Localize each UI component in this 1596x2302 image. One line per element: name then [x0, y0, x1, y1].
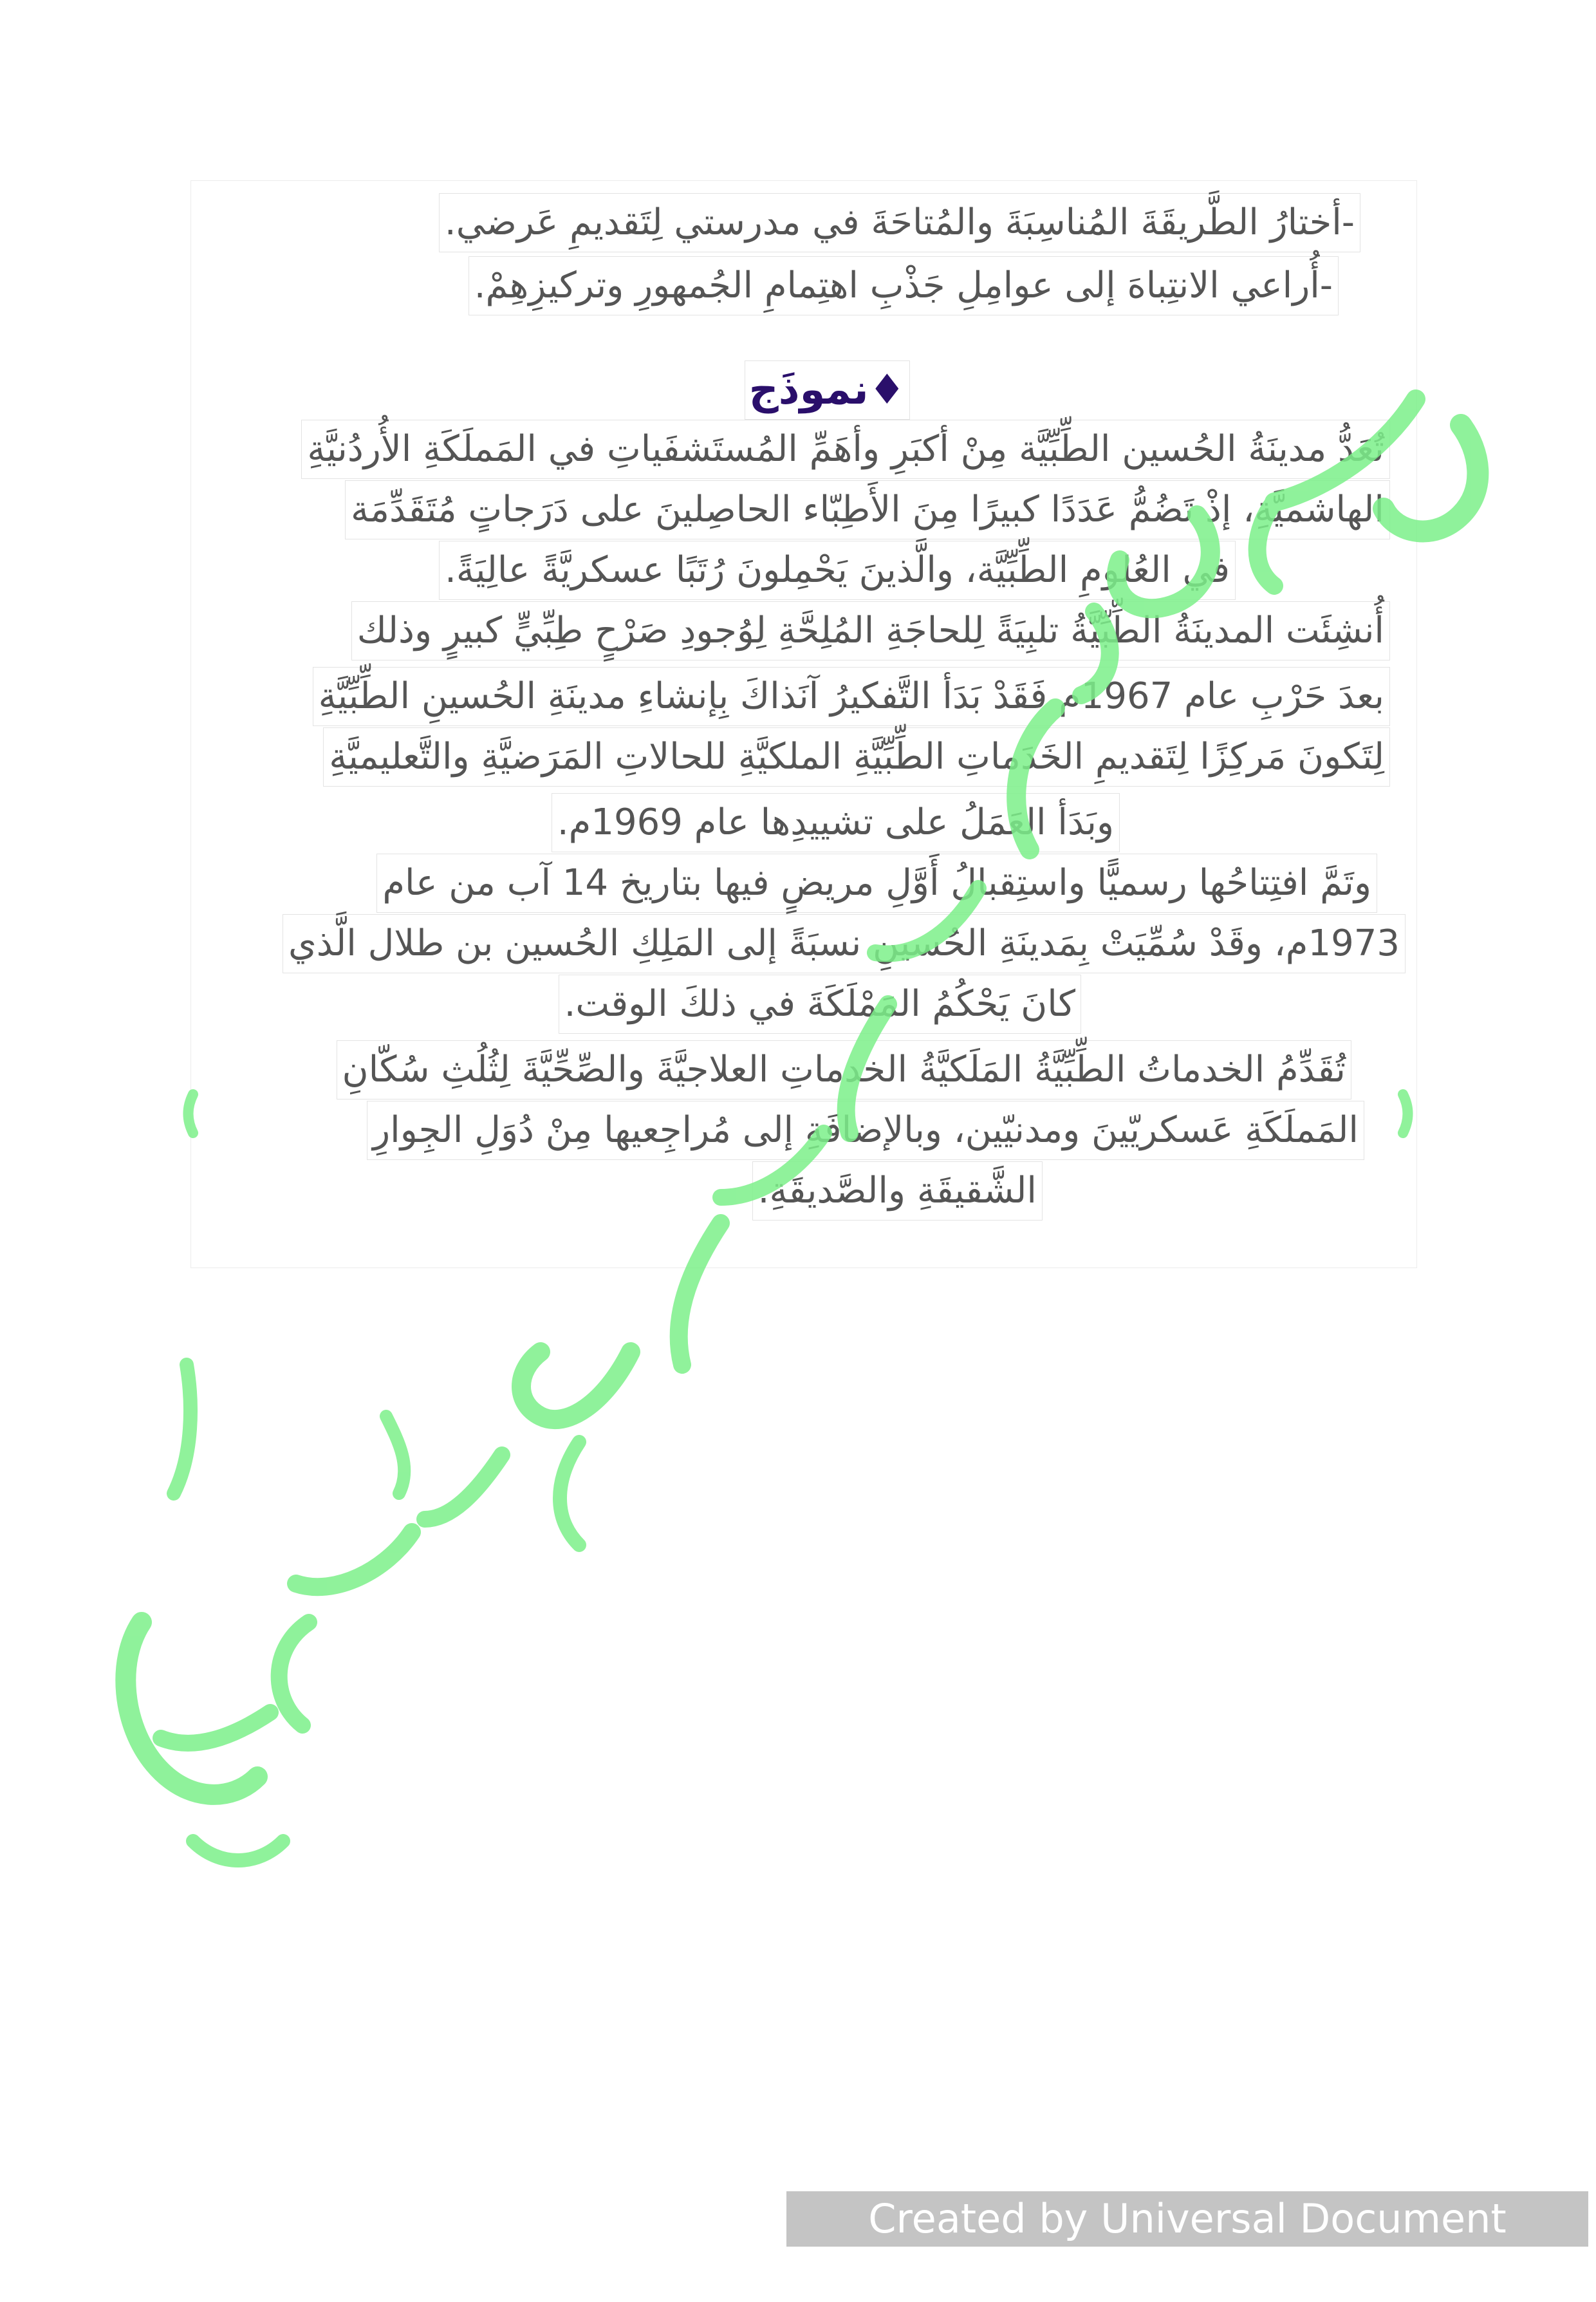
- section-heading: [745, 360, 910, 420]
- body-line-8: [376, 854, 1377, 913]
- body-line-3: [439, 541, 1236, 600]
- body-line-5: [313, 667, 1390, 726]
- body-line-6: [323, 727, 1390, 787]
- body-line-3-text: في العُلومِ الطِّبِّيَّة، والَّذينَ يَحْمِلونَ رُتَبًا عسكريَّةً عالِيَةً.: [439, 541, 1236, 600]
- body-line-13: [752, 1161, 1043, 1221]
- converter-footer-banner: [786, 2191, 1588, 2297]
- body-line-7-text: وبَدَأ العَمَلُ على تشييدِها عام 1969م.: [552, 793, 1120, 852]
- body-line-2: [345, 480, 1390, 539]
- body-line-8-text: وتَمَّ افتِتاحُها رسميًّا واستِقبالُ أَوَّلِ مريضٍ فيها بتاريخ 14 آب من عام: [376, 854, 1377, 913]
- body-line-5-text: بعدَ حَرْبِ عام 1967م فَقَدْ بَدَأ التَّفكيرُ آنَذاكَ بِإنشاءِ مدينَةِ الحُسينِ الطِّبِّيَّةِ: [313, 667, 1390, 726]
- body-line-9: [283, 914, 1406, 973]
- body-line-1-text: تُعَدُّ مدينَةُ الحُسين الطِّبِّيَّة مِنْ أكبَرِ وأهَمِّ المُستَشفَياتِ في المَملَكَةِ الأُردُنيَّةِ: [301, 420, 1390, 479]
- footer-text: Created by Universal Document Converter: [868, 2195, 1507, 2297]
- body-line-7: [552, 793, 1120, 852]
- body-line-2-text: الهاشميَّةِ، إذْ تَضُمُّ عَدَدًا كبيرًا مِنَ الأَطِبّاء الحاصِلينَ على دَرَجاتٍ مُتَقَدِّمَة: [345, 480, 1390, 539]
- body-line-13-text: الشَّقيقَةِ والصَّديقَةِ.: [752, 1161, 1043, 1221]
- intro-line-1-text: -أختارُ الطَّريقَةَ المُناسِبَةَ والمُتاحَةَ في مدرستي لِتَقديمِ عَرضي.: [439, 193, 1360, 252]
- intro-line-2-text: -أُراعي الانتِباهَ إلى عوامِلِ جَذْبِ اهتِمامِ الجُمهورِ وتركيزِهِمْ.: [469, 256, 1339, 315]
- body-line-10-text: كانَ يَحْكُمُ المَمْلَكَةَ في ذلكَ الوقت.: [559, 975, 1081, 1034]
- body-line-9-text: 1973م، وقَدْ سُمِّيَتْ بِمَدينَةِ الحُسينِ نسبَةً إلى المَلِكِ الحُسين بن طلال الَّذي: [283, 914, 1406, 973]
- body-line-11-text: تُقَدِّمُ الخدماتُ الطِّبِّيَّةُ المَلَكيَّةُ الخدماتِ العلاجيَّةَ والصِّحِّيَّةَ لِثُلُثِ سُكّانِ: [337, 1040, 1351, 1100]
- body-line-4-text: أُنشِئَت المدينَةُ الطِّبِّيَّةُ تلبِيَةً لِلحاجَةِ المُلِحَّةِ لِوُجودِ صَرْحٍ طِبِّيٍّ كبيرٍ وذلك: [351, 601, 1390, 660]
- body-line-12-text: المَملَكَةِ عَسكريّينَ ومدنيّين، وبالإضافَةِ إلى مُراجِعيها مِنْ دُوَلِ الجِوارِ: [367, 1101, 1364, 1160]
- intro-line-2: [469, 256, 1339, 315]
- body-line-11: [337, 1040, 1351, 1100]
- body-line-4: [351, 601, 1390, 660]
- body-line-12: [367, 1101, 1364, 1160]
- intro-line-1: [439, 193, 1360, 252]
- body-line-1: [301, 420, 1390, 479]
- body-line-10: [559, 975, 1081, 1034]
- body-line-6-text: لِتَكونَ مَركِزًا لِتَقديمِ الخَدَماتِ الطِّبِّيَّةِ الملكيَّةِ للحالاتِ المَرَضيَّةِ والتَّعليميَّةِ: [323, 727, 1390, 787]
- section-heading-text: ♦نموذَج: [745, 360, 910, 420]
